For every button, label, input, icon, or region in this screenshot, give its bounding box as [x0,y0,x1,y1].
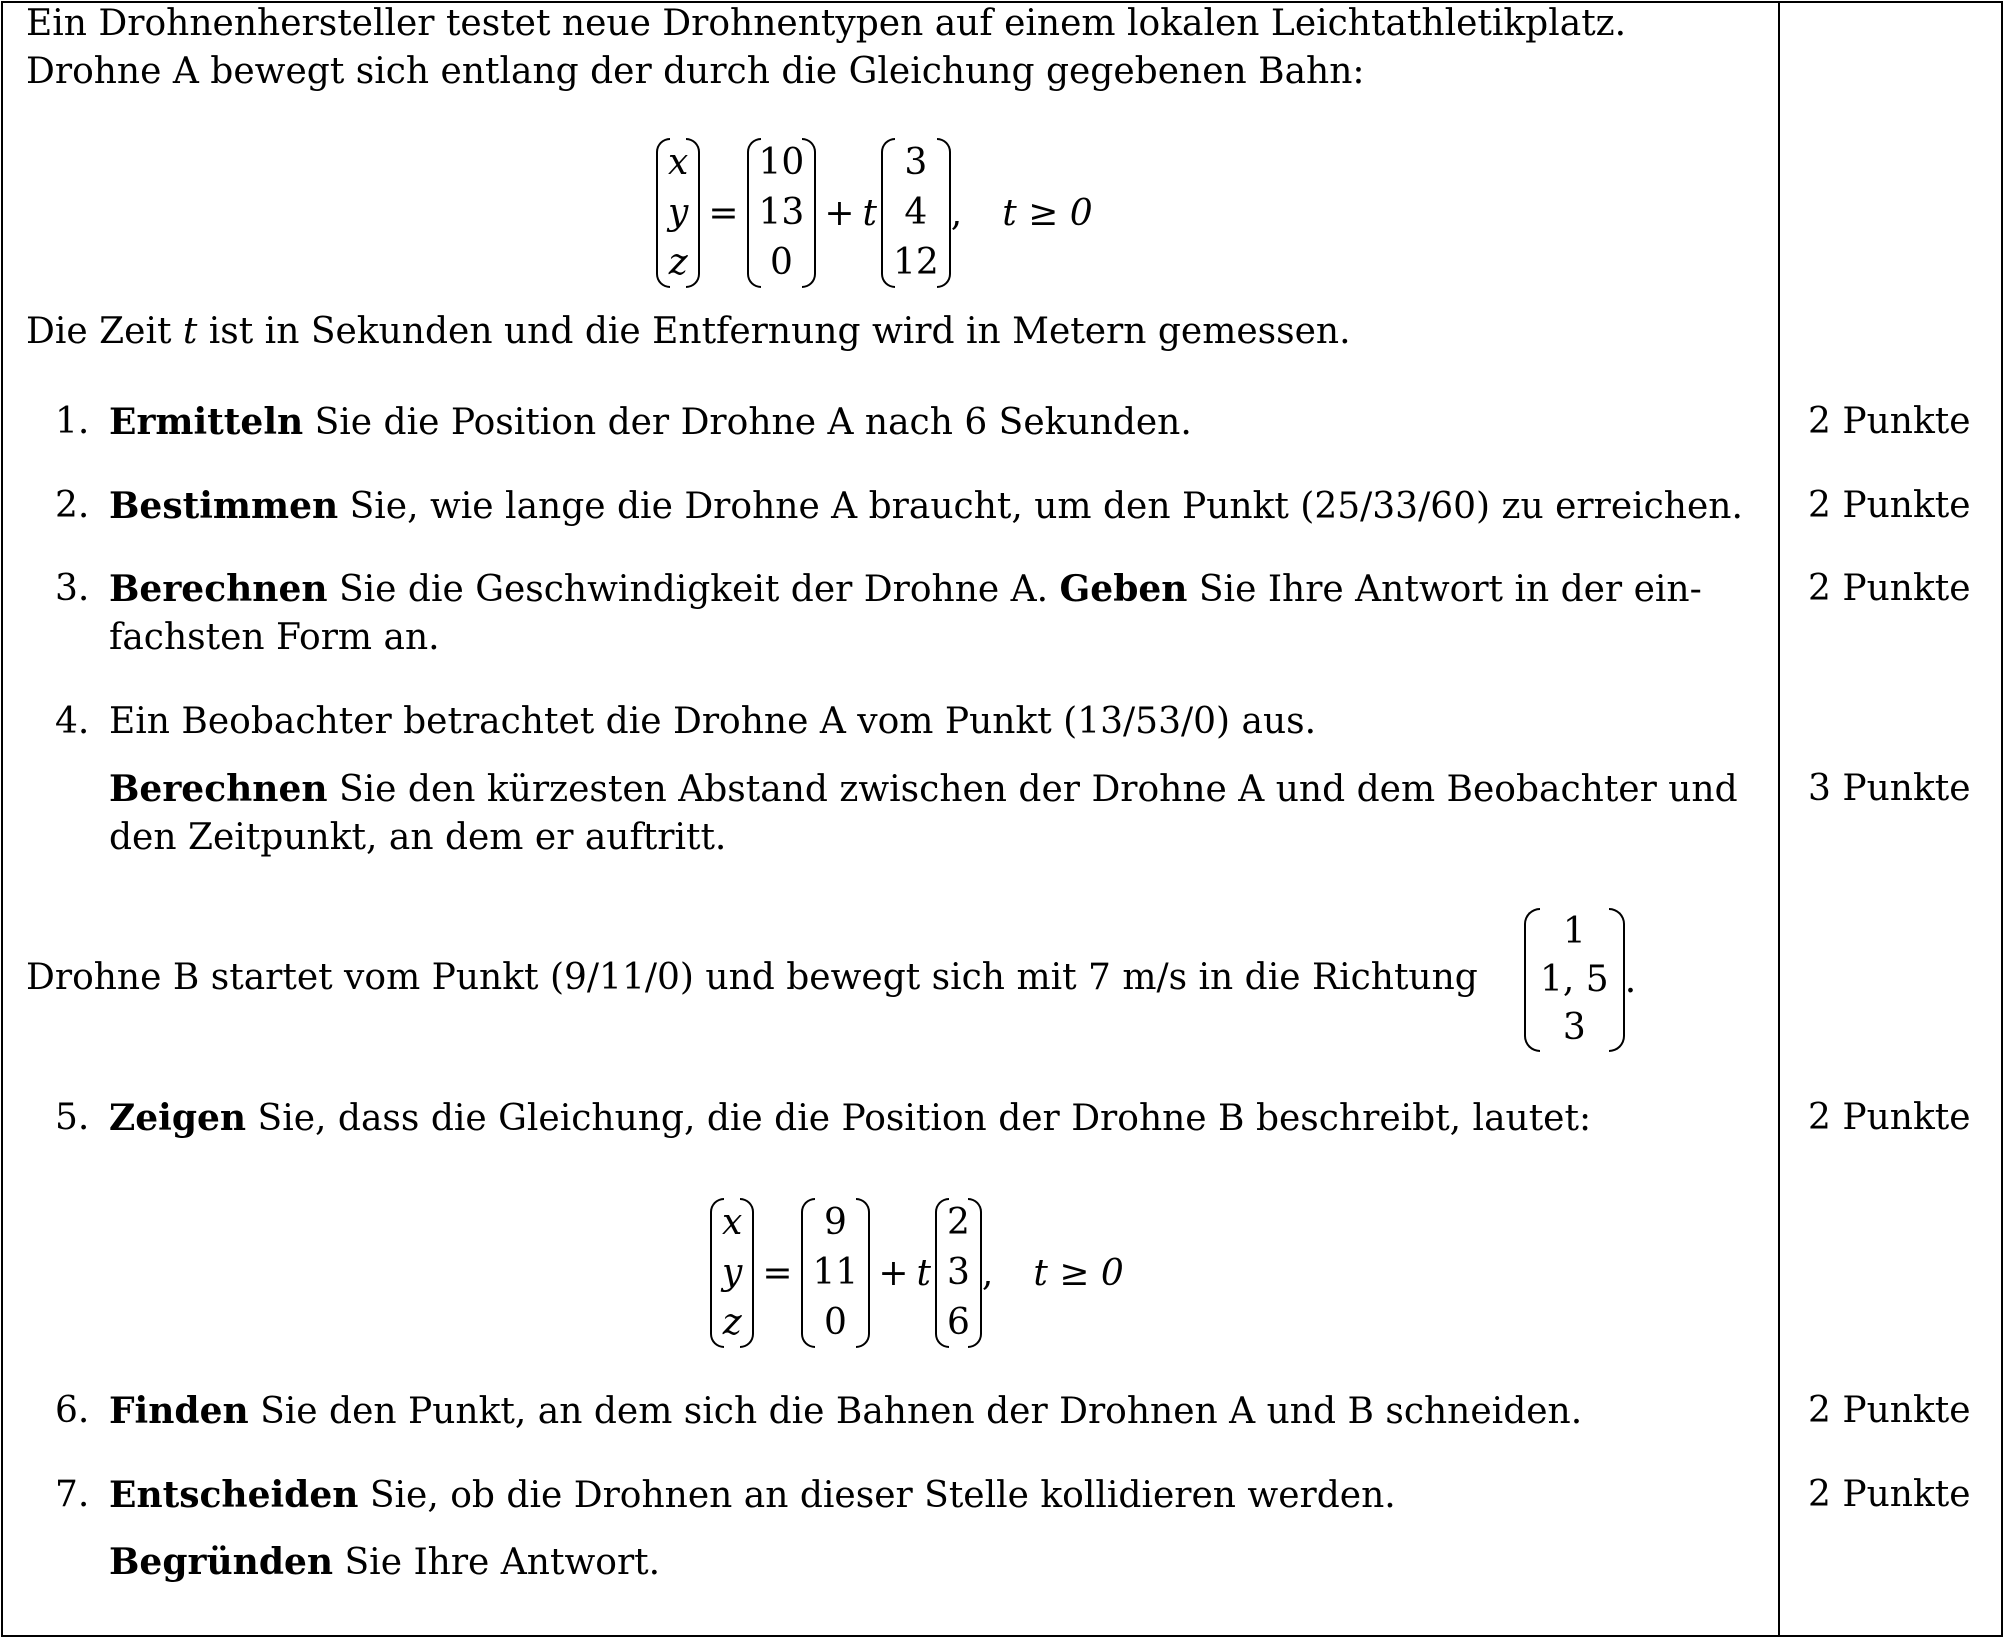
q5-number: 5. [55,1097,90,1138]
equation-drone-b: x y z = 9 11 0 + t 2 3 6 , t ≥ 0 [710,1198,1124,1348]
q2-points: 2 Punkte [1808,485,1971,526]
q4-task-line-2: den Zeitpunkt, an dem er auftritt. [109,817,727,858]
q6-number: 6. [55,1390,90,1431]
q4-task: Berechnen Sie den kürzesten Abstand zwischen der Drohne A und dem Beobachter und [109,768,1738,810]
q5-text: Zeigen Sie, dass die Gleichung, die die Position der Drohne B beschreibt, lautet: [109,1097,1592,1139]
q7-points: 2 Punkte [1808,1474,1971,1515]
q2-text: Bestimmen Sie, wie lange die Drohne A braucht, um den Punkt (25/33/60) zu erreichen. [109,485,1743,527]
q3-number: 3. [55,568,90,609]
position-vector: x y z [656,138,700,288]
equation-drone-a: x y z = 10 13 0 + t 3 4 12 , t ≥ 0 [656,138,1093,288]
drone-b-direction-vector: 1 1, 5 3 [1524,908,1625,1052]
q7-text: Entscheiden Sie, ob die Drohnen an dieser Stelle kollidieren werden. [109,1474,1396,1516]
points-column-divider [1778,1,1780,1637]
q3-text: Berechnen Sie die Geschwindigkeit der Drohne A. Geben Sie Ihre Antwort in der ein- [109,568,1702,610]
q7-justify: Begründen Sie Ihre Antwort. [109,1541,661,1583]
intro-line-1: Ein Drohnenhersteller testet neue Drohnentypen auf einem lokalen Leichtathletikplatz. [26,3,1627,44]
direction-vector: 3 4 12 [881,138,951,288]
q6-points: 2 Punkte [1808,1390,1971,1431]
q1-text: Ermitteln Sie die Position der Drohne A nach 6 Sekunden. [109,401,1192,443]
q2-number: 2. [55,485,90,526]
direction-vector-b: 2 3 6 [935,1198,982,1348]
q1-number: 1. [55,401,90,442]
q6-text: Finden Sie den Punkt, an dem sich die Bahnen der Drohnen A und B schneiden. [109,1390,1583,1432]
intro-line-2: Drohne A bewegt sich entlang der durch die Gleichung gegebenen Bahn: [26,51,1365,92]
q7-number: 7. [55,1474,90,1515]
drone-b-direction: 1 1, 5 3 . [1524,908,1636,1052]
q1-points: 2 Punkte [1808,401,1971,442]
q4-text: Ein Beobachter betrachtet die Drohne A vom Punkt (13/53/0) aus. [109,701,1317,742]
q4-number: 4. [55,701,90,742]
position-vector-b: x y z [710,1198,754,1348]
base-vector-b: 9 11 0 [801,1198,871,1348]
base-vector: 10 13 0 [747,138,817,288]
q4-points: 3 Punkte [1808,768,1971,809]
drone-b-text: Drohne B startet vom Punkt (9/11/0) und bewegt sich mit 7 m/s in die Richtung [26,957,1478,998]
q5-points: 2 Punkte [1808,1097,1971,1138]
units-note: Die Zeit t ist in Sekunden und die Entfernung wird in Metern gemessen. [26,311,1351,352]
q3-text-line-2: fachsten Form an. [109,617,440,658]
q3-points: 2 Punkte [1808,568,1971,609]
